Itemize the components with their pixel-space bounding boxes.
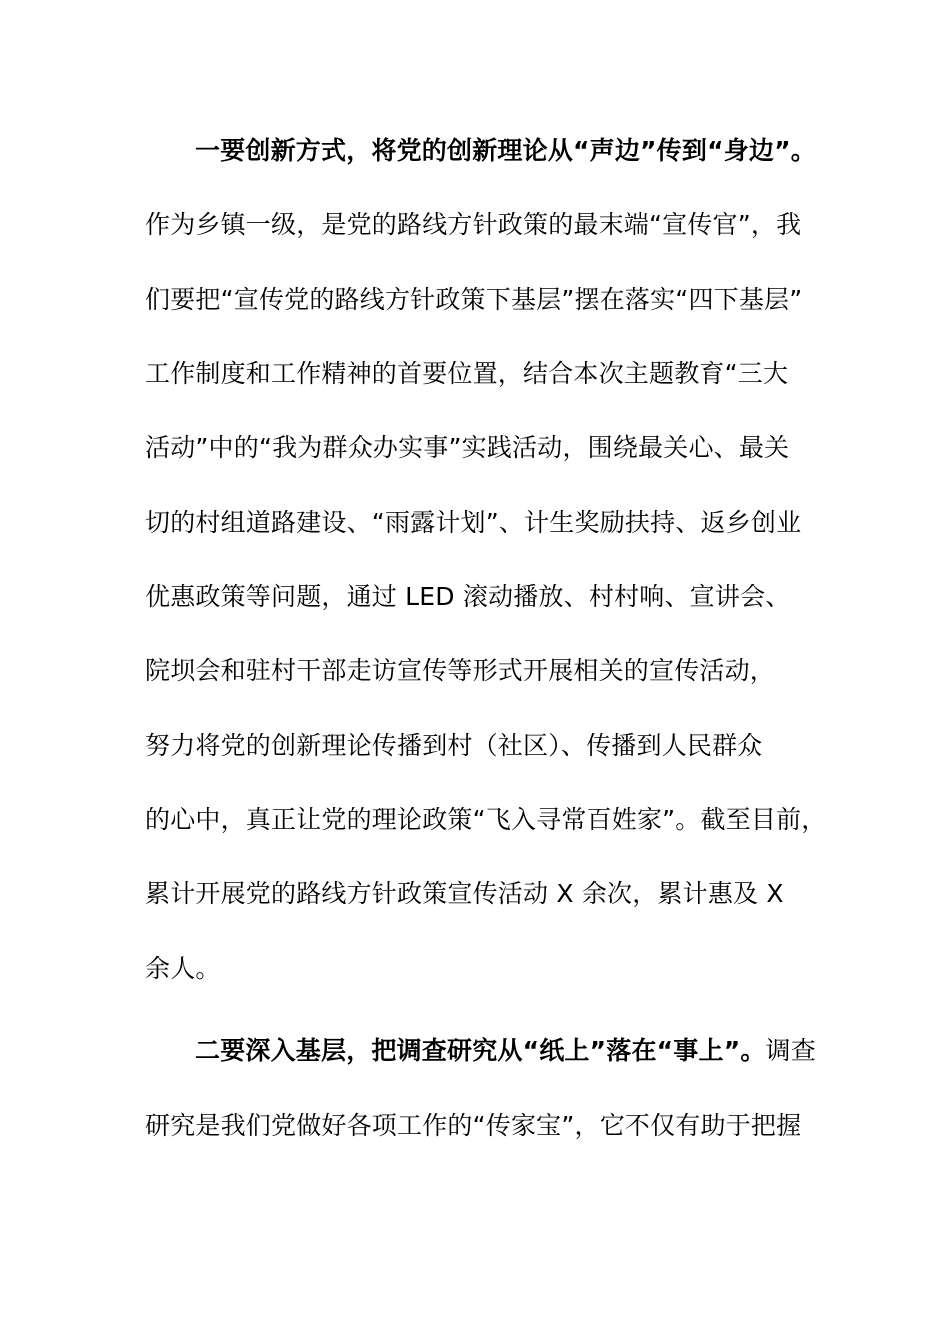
paragraph-2-line: 研究是我们党做好各项工作的“传家宝”，它不仅有助于把握: [145, 1111, 802, 1140]
paragraph-1-line: 活动”中的“我为群众办实事”实践活动，围绕最关心、最关: [145, 433, 790, 462]
paragraph-2-first-line: [195, 1035, 816, 1067]
paragraph-1-heading: 一要创新方式，将党的创新理论从“声边”传到“身边”。: [195, 136, 816, 165]
paragraph-1-line: 努力将党的创新理论传播到村（社区）、传播到人民群众: [145, 731, 763, 760]
paragraph-1-line: 优惠政策等问题，通过 LED 滚动播放、村村响、宣讲会、: [145, 582, 791, 611]
paragraph-1-line: 的心中，真正让党的理论政策“飞入寻常百姓家”。截至目前，: [145, 805, 827, 834]
paragraph-1-line: 工作制度和工作精神的首要位置，结合本次主题教育“三大: [145, 359, 789, 388]
paragraph-2-heading-tail: 调查: [765, 1036, 816, 1065]
paragraph-1-line: 切的村组道路建设、“雨露计划”、计生奖励扶持、返乡创业: [145, 508, 802, 537]
paragraph-1-line: 院坝会和驻村干部走访宣传等形式开展相关的宣传活动，: [145, 656, 776, 685]
paragraph-1-line: 作为乡镇一级，是党的路线方针政策的最末端“宣传官”，我: [145, 210, 802, 239]
paragraph-1-line: 们要把“宣传党的路线方针政策下基层”摆在落实“四下基层”: [145, 285, 803, 314]
paragraph-2-heading: 二要深入基层，把调查研究从“纸上”落在“事上”。: [195, 1036, 766, 1065]
paragraph-1-line: 余人。: [145, 954, 221, 983]
paragraph-1-line: 累计开展党的路线方针政策宣传活动 X 余次，累计惠及 X: [145, 879, 784, 908]
